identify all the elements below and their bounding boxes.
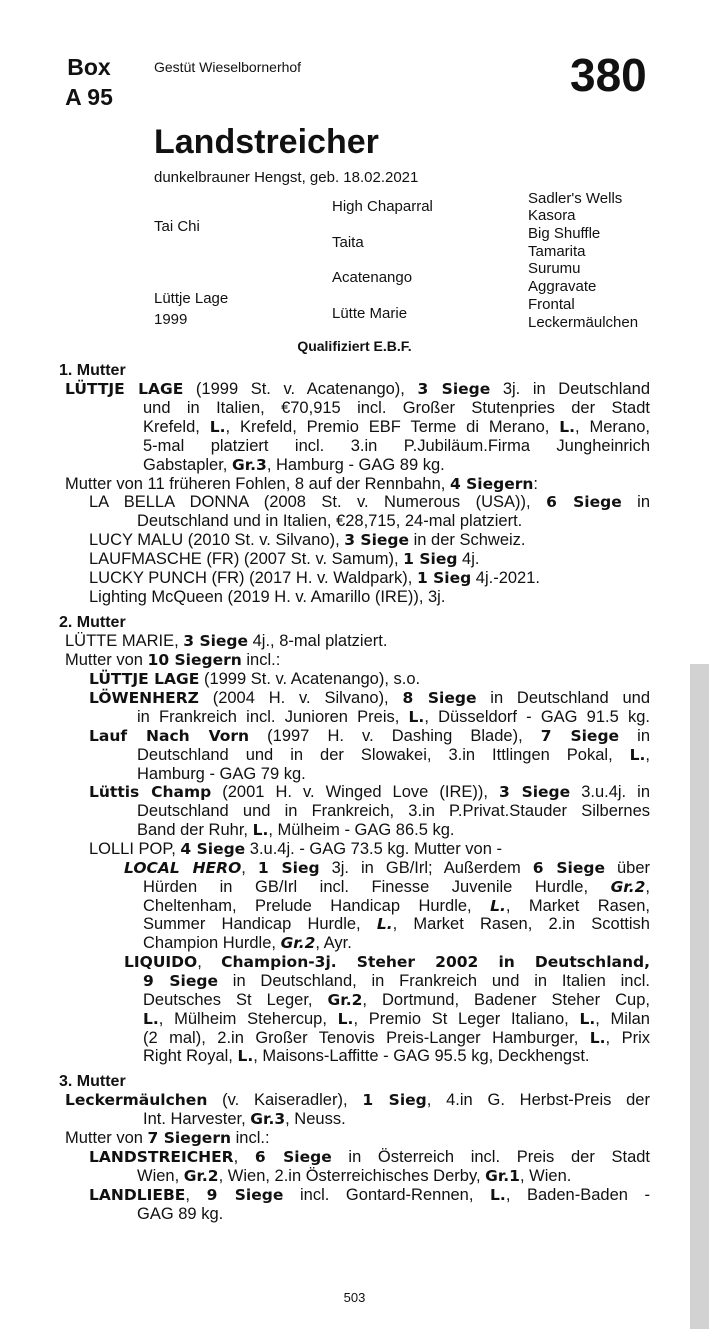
text-line: GAG 89 kg. (137, 1205, 224, 1223)
horse-name: Landstreicher (154, 123, 379, 161)
text-line: (2 mal), 2.in Großer Tenovis Preis-Langer Hamburger, L., Prix (143, 1029, 650, 1047)
text-line: Cheltenham, Prelude Handicap Hurdle, L., Market Rasen, (143, 897, 650, 915)
text-line: LÜTTJE LAGE (1999 St. v. Acatenango), s.o. (89, 670, 421, 688)
pedigree-great-grandparent: Leckermäulchen (528, 314, 639, 331)
qualification-note: Qualifiziert E.B.F. (297, 338, 412, 354)
text-line: Mutter von 10 Siegern incl.: (65, 651, 281, 669)
pedigree-dam: Lüttje Lage (154, 290, 229, 307)
pedigree-grandparent: Lütte Marie (332, 305, 408, 322)
text-line: LIQUIDO, Champion-3j. Steher 2002 in Deutschland, (124, 953, 650, 971)
text-line: L., Mülheim Stehercup, L., Premio St Leger Italiano, L., Milan (143, 1010, 650, 1028)
text-line: Deutschland und in der Slowakei, 3.in Ittlingen Pokal, L., (137, 746, 650, 764)
text-line: Hürden in GB/Irl incl. Finesse Juvenile Hurdle, Gr.2, (143, 878, 650, 896)
text-line: Right Royal, L., Maisons-Laffitte - GAG 95.5 kg, Deckhengst. (143, 1047, 590, 1065)
text-line: Lauf Nach Vorn (1997 H. v. Dashing Blade), 7 Siege in (89, 727, 650, 745)
pedigree-grandparent: Taita (332, 234, 364, 251)
lot-number: 380 (570, 49, 647, 101)
text-line: Summer Handicap Hurdle, L., Market Rasen, 2.in Scottish (143, 915, 650, 933)
pedigree-great-grandparent: Big Shuffle (528, 225, 601, 242)
pedigree-great-grandparent: Tamarita (528, 243, 586, 260)
text-line: Lüttis Champ (2001 H. v. Winged Love (IRE)), 3 Siege 3.u.4j. in (89, 783, 650, 801)
box-number: Box A 95 (65, 54, 113, 110)
page-number: 503 (343, 1290, 366, 1305)
text-line: Band der Ruhr, L., Mülheim - GAG 86.5 kg. (137, 821, 455, 839)
horse-description: dunkelbrauner Hengst, geb. 18.02.2021 (154, 169, 419, 186)
pedigree-great-grandparent: Frontal (528, 296, 575, 313)
text-line: Champion Hurdle, Gr.2, Ayr. (143, 934, 352, 952)
pedigree-great-grandparent: Surumu (528, 260, 581, 277)
pedigree-great-grandparent: Sadler's Wells (528, 190, 623, 207)
scrollbar[interactable] (690, 664, 709, 1329)
text-line: 9 Siege in Deutschland, in Frankreich und in Italien incl. (143, 972, 650, 990)
text-line: Leckermäulchen (v. Kaiseradler), 1 Sieg, 4.in G. Herbst-Preis der (65, 1091, 650, 1109)
section-heading: 1. Mutter (59, 362, 126, 379)
text-line: LOCAL HERO, 1 Sieg 3j. in GB/Irl; Außerdem 6 Siege über (124, 859, 651, 877)
pedigree-sire: Tai Chi (154, 218, 200, 235)
text-line: LÖWENHERZ (2004 H. v. Silvano), 8 Siege in Deutschland und (89, 689, 650, 707)
pedigree-grandparent: High Chaparral (332, 198, 433, 215)
stud-name: Gestüt Wieselbornerhof (154, 59, 302, 75)
text-line: in Frankreich incl. Junioren Preis, L., Düsseldorf - GAG 91.5 kg. (137, 708, 651, 726)
text-line: LA BELLA DONNA (2008 St. v. Numerous (USA)), 6 Siege in (89, 493, 650, 511)
text-line: LUCKY PUNCH (FR) (2017 H. v. Waldpark), 1 Sieg 4j.-2021. (89, 569, 540, 587)
text-line: Mutter von 7 Siegern incl.: (65, 1129, 270, 1147)
text-line: LANDSTREICHER, 6 Siege in Österreich incl. Preis der Stadt (89, 1148, 651, 1166)
text-line: Mutter von 11 früheren Fohlen, 8 auf der Rennbahn, 4 Siegern: (65, 475, 539, 493)
section-heading: 3. Mutter (59, 1073, 126, 1090)
text-line: LÜTTJE LAGE (1999 St. v. Acatenango), 3 Siege 3j. in Deutschland (65, 380, 650, 398)
text-line: LAUFMASCHE (FR) (2007 St. v. Samum), 1 Sieg 4j. (89, 550, 480, 568)
text-line: Deutsches St Leger, Gr.2, Dortmund, Badener Steher Cup, (143, 991, 650, 1009)
pedigree-great-grandparent: Kasora (528, 207, 576, 224)
text-line: Gabstapler, Gr.3, Hamburg - GAG 89 kg. (143, 456, 445, 474)
pedigree-grandparent: Acatenango (332, 269, 413, 286)
pedigree-dam-year: 1999 (154, 311, 188, 328)
text-line: LOLLI POP, 4 Siege 3.u.4j. - GAG 73.5 kg. Mutter von - (89, 840, 502, 858)
text-line: und in Italien, €70,915 incl. Großer Stutenpries der Stadt (143, 399, 650, 417)
text-line: LUCY MALU (2010 St. v. Silvano), 3 Siege in der Schweiz. (89, 531, 526, 549)
pedigree-great-grandparent: Aggravate (528, 278, 597, 295)
text-line: LÜTTE MARIE, 3 Siege 4j., 8-mal platziert. (65, 632, 388, 650)
text-line: Deutschland und in Italien, €28,715, 24-mal platziert. (137, 512, 523, 530)
text-line: Lighting McQueen (2019 H. v. Amarillo (IRE)), 3j. (89, 588, 446, 606)
text-line: Hamburg - GAG 79 kg. (137, 765, 306, 783)
text-line: Krefeld, L., Krefeld, Premio EBF Terme di Merano, L., Merano, (143, 418, 651, 436)
text-line: Deutschland und in Frankreich, 3.in P.Privat.Stauder Silbernes (137, 802, 650, 820)
text-line: LANDLIEBE, 9 Siege incl. Gontard-Rennen, L., Baden-Baden - (89, 1186, 651, 1204)
text-line: Wien, Gr.2, Wien, 2.in Österreichisches Derby, Gr.1, Wien. (137, 1167, 572, 1185)
text-line: 5-mal platziert incl. 3.in P.Jubiläum.Firma Jungheinrich (143, 437, 650, 455)
text-line: Int. Harvester, Gr.3, Neuss. (143, 1110, 346, 1128)
section-heading: 2. Mutter (59, 614, 126, 631)
